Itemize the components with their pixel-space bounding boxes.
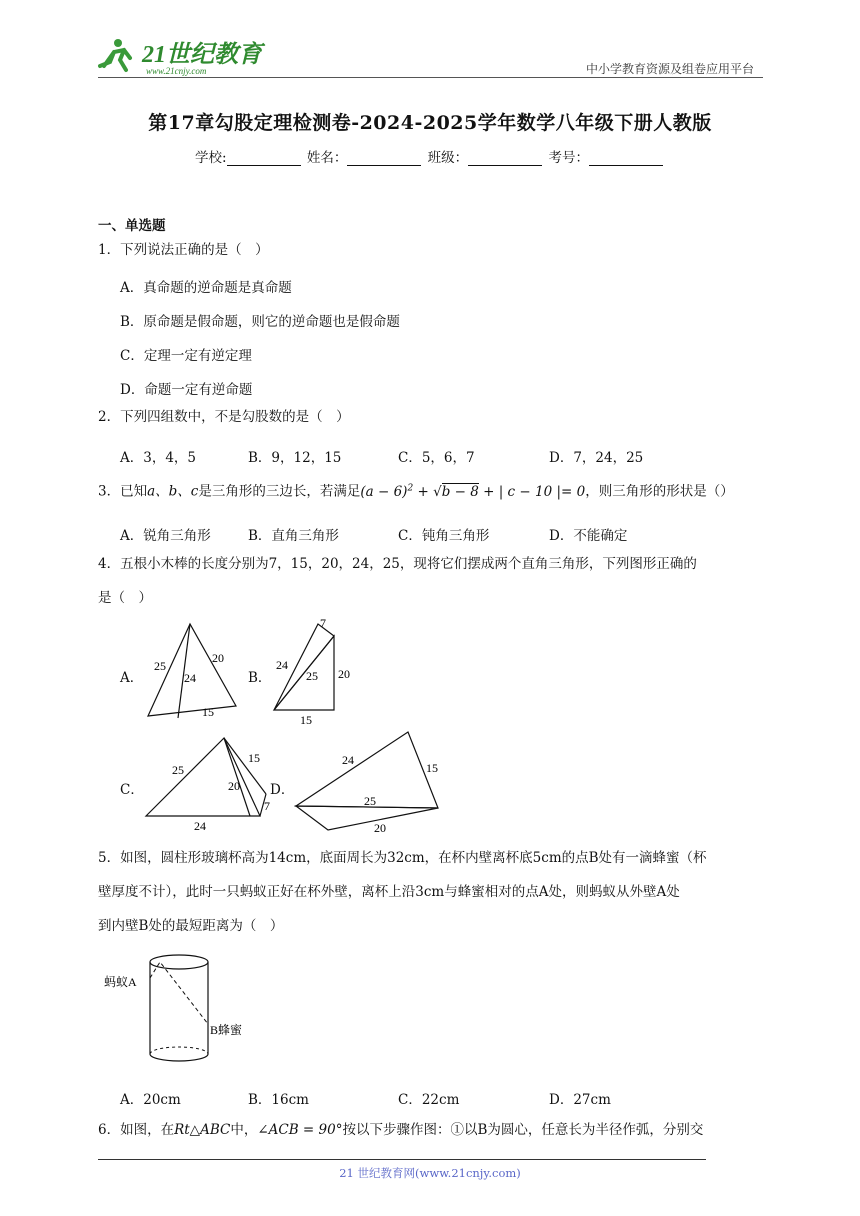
q5-option-a[interactable]: A．20cm: [120, 1092, 181, 1108]
q3-option-d[interactable]: D．不能确定: [549, 528, 628, 544]
school-blank[interactable]: [227, 152, 301, 166]
question-1-stem: 1．下列说法正确的是（ ）: [98, 242, 269, 258]
svg-text:25: 25: [306, 669, 318, 683]
svg-text:24: 24: [342, 753, 354, 767]
q4-figure-c: [140, 730, 280, 834]
q1-option-c[interactable]: C．定理一定有逆定理: [120, 348, 252, 364]
q4-option-b[interactable]: B．: [248, 670, 272, 686]
question-5-stem-line3: 到内壁B处的最短距离为（ ）: [98, 918, 284, 934]
q3-option-c[interactable]: C．钝角三角形: [398, 528, 490, 544]
q5-option-c[interactable]: C．22cm: [398, 1092, 460, 1108]
q2-option-d[interactable]: D．7，24，25: [549, 450, 644, 466]
school-label: 学校:: [195, 150, 227, 166]
logo: [96, 36, 266, 78]
svg-text:20: 20: [228, 779, 240, 793]
q5-option-d[interactable]: D．27cm: [549, 1092, 611, 1108]
q1-option-a[interactable]: A．真命题的逆命题是真命题: [120, 280, 292, 296]
footer-link[interactable]: 21 世纪教育网(www.21cnjy.com): [339, 1166, 521, 1180]
q4-figure-d: [292, 726, 452, 838]
question-6-stem: 6．如图，在Rt△ABC中，∠ACB = 90°按以下步骤作图：①以B为圆心，任意长为半径作弧，分别交: [98, 1122, 704, 1138]
q3-formula: $(a - 6)^2 + √b - 8$ + | c − 10 |= 0: [360, 483, 586, 500]
q1-option-d[interactable]: D．命题一定有逆命题: [120, 382, 253, 398]
svg-text:20: 20: [338, 667, 350, 681]
question-3-stem: 3．已知a、b、c是三角形的三边长，若满足$(a - 6)^2 + √b - 8$ + | c − 10 |= 0，则三角形的形状是（）: [98, 483, 734, 500]
q2-option-b[interactable]: B．9，12，15: [248, 450, 342, 466]
svg-text:7: 7: [320, 616, 326, 630]
exam-no-label: 考号：: [548, 150, 589, 166]
svg-text:蚂蚁A: 蚂蚁A: [104, 975, 137, 989]
question-4-stem-line2: 是（ ）: [98, 590, 152, 606]
svg-text:15: 15: [426, 761, 438, 775]
q4-option-a[interactable]: A．: [120, 670, 144, 686]
q5-cylinder-figure: [100, 950, 270, 1070]
q5-option-b[interactable]: B．16cm: [248, 1092, 309, 1108]
svg-text:25: 25: [172, 763, 184, 777]
svg-text:20: 20: [374, 821, 386, 835]
q3-option-a[interactable]: A．锐角三角形: [120, 528, 211, 544]
svg-text:20: 20: [212, 651, 224, 665]
runner-logo-icon: [100, 39, 130, 70]
header-divider: [98, 77, 763, 78]
name-label: 姓名：: [306, 150, 348, 166]
svg-text:24: 24: [184, 671, 196, 685]
svg-text:www.21cnjy.com: www.21cnjy.com: [146, 66, 207, 76]
q4-option-c[interactable]: C．: [120, 782, 144, 798]
svg-text:15: 15: [202, 705, 214, 719]
svg-text:25: 25: [154, 659, 166, 673]
q1-option-b[interactable]: B．原命题是假命题，则它的逆命题也是假命题: [120, 314, 400, 330]
question-4-stem-line1: 4．五根小木棒的长度分别为7，15，20，24，25，现将它们摆成两个直角三角形，下列图形正确的: [98, 556, 697, 572]
svg-text:7: 7: [264, 799, 270, 813]
page-title: 第17章勾股定理检测卷-2024-2025学年数学八年级下册人教版: [148, 112, 712, 134]
class-blank[interactable]: [468, 152, 542, 166]
svg-text:B蜂蜜: B蜂蜜: [210, 1023, 243, 1037]
question-2-stem: 2．下列四组数中，不是勾股数的是（ ）: [98, 409, 350, 425]
q4-option-d[interactable]: D．: [270, 782, 295, 798]
section-title: 一、单选题: [98, 218, 166, 234]
svg-text:15: 15: [248, 751, 260, 765]
question-5-stem-line2: 壁厚度不计），此时一只蚂蚁正好在杯外壁，离杯上沿3cm与蜂蜜相对的点A处，则蚂蚁从外壁A处: [98, 884, 680, 900]
svg-text:25: 25: [364, 794, 376, 808]
q2-option-a[interactable]: A．3，4，5: [120, 450, 197, 466]
svg-text:21世纪教育: 21世纪教育: [142, 42, 262, 68]
exam-no-blank[interactable]: [589, 152, 663, 166]
q4-figure-a: [140, 618, 240, 722]
svg-text:24: 24: [194, 819, 206, 833]
q4-figure-b: [268, 614, 358, 726]
q2-option-c[interactable]: C．5，6，7: [398, 450, 475, 466]
class-label: 班级：: [427, 150, 469, 166]
name-blank[interactable]: [347, 152, 421, 166]
footer-divider: [98, 1159, 706, 1160]
student-info-fields: [0, 146, 860, 166]
q3-option-b[interactable]: B．直角三角形: [248, 528, 339, 544]
question-5-stem-line1: 5．如图，圆柱形玻璃杯高为14cm，底面周长为32cm，在杯内壁离杯底5cm的点B处有一滴蜂蜜（杯: [98, 850, 707, 866]
svg-text:24: 24: [276, 658, 288, 672]
platform-text: 中小学教育资源及组卷应用平台: [585, 62, 754, 76]
svg-text:15: 15: [300, 713, 312, 726]
